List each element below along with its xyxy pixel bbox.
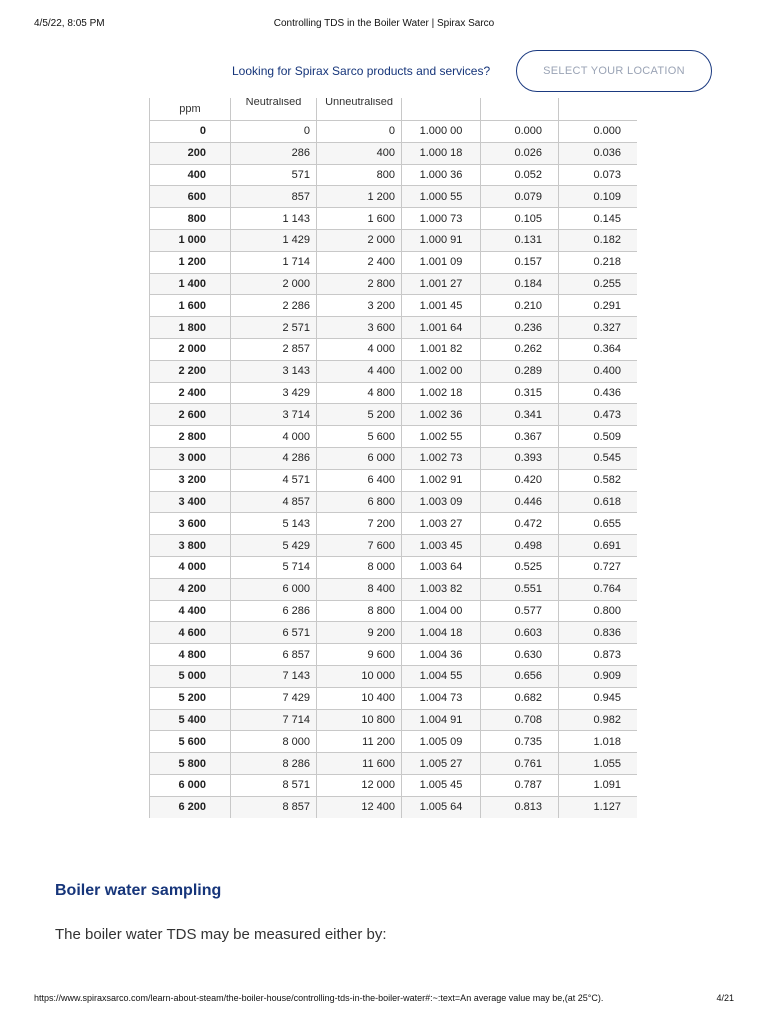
table-cell: 0.157 [481,251,559,273]
table-cell: 0.079 [481,186,559,208]
table-cell: 2 000 [231,273,317,295]
section-heading: Boiler water sampling [55,882,222,899]
table-row [150,426,638,448]
table-body [150,121,638,819]
table-cell: 0.000 [481,121,559,143]
table-cell: 7 714 [231,709,317,731]
table-cell: 0.813 [481,796,559,818]
table-cell: 4 200 [150,578,231,600]
table-cell: 11 200 [317,731,402,753]
table-cell: 10 400 [317,687,402,709]
table-header-row [150,98,638,121]
table-cell: 5 400 [150,709,231,731]
table-cell: 0.446 [481,491,559,513]
print-header [0,18,768,32]
table-cell: 2 857 [231,338,317,360]
table-cell: 800 [317,164,402,186]
table-cell: 0.727 [559,556,638,578]
table-cell: 0.036 [559,142,638,164]
section-text: The boiler water TDS may be measured either by: [55,926,387,943]
table-cell: 1.004 91 [402,709,481,731]
table-row [150,665,638,687]
table-cell: 2 400 [150,382,231,404]
print-footer [0,993,768,1007]
table-row [150,622,638,644]
table-cell: 3 200 [150,469,231,491]
table-cell: 0.691 [559,535,638,557]
table-row [150,382,638,404]
table-cell: 0.182 [559,229,638,251]
table-cell: 1.002 18 [402,382,481,404]
table-cell: 1.001 09 [402,251,481,273]
table-cell: 0.026 [481,142,559,164]
table-cell: 5 143 [231,513,317,535]
table-cell: 0 [317,121,402,143]
table-cell: 8 000 [317,556,402,578]
table-cell: 0 [150,121,231,143]
table-cell: 6 000 [150,774,231,796]
table-cell: 0.262 [481,338,559,360]
table-cell: 0.052 [481,164,559,186]
table-row [150,317,638,339]
table-cell: 1.004 36 [402,644,481,666]
table-row [150,338,638,360]
table-cell: 10 800 [317,709,402,731]
table-cell: 1.005 27 [402,753,481,775]
table-cell: 0.909 [559,665,638,687]
table-cell: 6 000 [317,447,402,469]
table-cell: 0.131 [481,229,559,251]
table-cell: 4 857 [231,491,317,513]
table-cell: 4 600 [150,622,231,644]
table-row [150,360,638,382]
table-cell: 2 200 [150,360,231,382]
table-cell: 1 800 [150,317,231,339]
table-cell: 0.655 [559,513,638,535]
table-cell: 800 [150,208,231,230]
table-row [150,164,638,186]
table-cell: 5 714 [231,556,317,578]
table-cell: 7 429 [231,687,317,709]
table-cell: 1 200 [317,186,402,208]
table-cell: 1.004 00 [402,600,481,622]
location-bar [0,48,768,96]
tds-table [149,98,637,818]
table-cell: 1.091 [559,774,638,796]
table-cell: 6 800 [317,491,402,513]
table-row [150,295,638,317]
table-cell: 0.945 [559,687,638,709]
table-cell: 1.000 00 [402,121,481,143]
table-cell: 1.001 82 [402,338,481,360]
table-cell: 4 400 [150,600,231,622]
table-row [150,600,638,622]
table-cell: 0.109 [559,186,638,208]
table-cell: 7 200 [317,513,402,535]
table-cell: 8 571 [231,774,317,796]
table-cell: 4 000 [150,556,231,578]
table-cell: 8 400 [317,578,402,600]
table-cell: 5 200 [317,404,402,426]
table-cell: 3 000 [150,447,231,469]
table-cell: 286 [231,142,317,164]
table-cell: 0.291 [559,295,638,317]
table-cell: 1.001 45 [402,295,481,317]
table-row [150,687,638,709]
table-row [150,229,638,251]
table-cell: 0.184 [481,273,559,295]
table-cell: 0.436 [559,382,638,404]
table-row [150,731,638,753]
table-cell: 0.367 [481,426,559,448]
header-col-6 [559,98,638,121]
table-cell: 4 571 [231,469,317,491]
table-cell: 1 600 [150,295,231,317]
print-page-number: 4/21 [716,993,734,1003]
table-cell: 1 600 [317,208,402,230]
table-cell: 0.682 [481,687,559,709]
table-row [150,208,638,230]
table-cell: 4 800 [317,382,402,404]
table-cell: 2 000 [317,229,402,251]
table-row [150,469,638,491]
table-cell: 0.210 [481,295,559,317]
table-cell: 0.836 [559,622,638,644]
table-row [150,535,638,557]
table-cell: 5 000 [150,665,231,687]
header-ppm: ppm [150,98,231,121]
table-cell: 0.761 [481,753,559,775]
table-cell: 400 [317,142,402,164]
table-cell: 1.005 45 [402,774,481,796]
table-cell: 0.327 [559,317,638,339]
table-row [150,273,638,295]
table-row [150,709,638,731]
print-datetime: 4/5/22, 8:05 PM [34,18,105,29]
table-cell: 4 400 [317,360,402,382]
header-neutralised: Neutralised [231,98,317,121]
table-cell: 0.473 [559,404,638,426]
table-cell: 1.004 73 [402,687,481,709]
table-cell: 600 [150,186,231,208]
table-cell: 11 600 [317,753,402,775]
table-cell: 0.105 [481,208,559,230]
table-cell: 1.055 [559,753,638,775]
table-cell: 5 200 [150,687,231,709]
table-cell: 1.003 64 [402,556,481,578]
table-cell: 0.420 [481,469,559,491]
table-cell: 1.005 64 [402,796,481,818]
table-cell: 0 [231,121,317,143]
table-cell: 0.787 [481,774,559,796]
table-cell: 2 800 [150,426,231,448]
table-cell: 0.315 [481,382,559,404]
table-cell: 1.001 64 [402,317,481,339]
table-cell: 8 286 [231,753,317,775]
table-row [150,251,638,273]
table-cell: 7 143 [231,665,317,687]
table-row [150,404,638,426]
table-cell: 3 143 [231,360,317,382]
table-cell: 0.873 [559,644,638,666]
table-cell: 1.002 91 [402,469,481,491]
table-cell: 1.000 36 [402,164,481,186]
table-cell: 2 286 [231,295,317,317]
table-cell: 5 600 [150,731,231,753]
table-cell: 3 400 [150,491,231,513]
table-cell: 571 [231,164,317,186]
table-row [150,142,638,164]
table-cell: 0.525 [481,556,559,578]
table-cell: 1.003 45 [402,535,481,557]
table-cell: 6 571 [231,622,317,644]
table-cell: 4 000 [231,426,317,448]
table-cell: 3 800 [150,535,231,557]
table-cell: 2 400 [317,251,402,273]
table-cell: 9 600 [317,644,402,666]
table-cell: 1.004 18 [402,622,481,644]
table-cell: 0.545 [559,447,638,469]
table-cell: 1.003 09 [402,491,481,513]
table-cell: 8 800 [317,600,402,622]
table-cell: 1 400 [150,273,231,295]
table-cell: 0.618 [559,491,638,513]
table-cell: 1 143 [231,208,317,230]
header-col-4 [402,98,481,121]
table-row [150,513,638,535]
table-cell: 0.255 [559,273,638,295]
table-cell: 0.735 [481,731,559,753]
header-col-5 [481,98,559,121]
table-cell: 5 429 [231,535,317,557]
table-cell: 0.236 [481,317,559,339]
table-cell: 0.393 [481,447,559,469]
table-cell: 1 429 [231,229,317,251]
table-cell: 0.603 [481,622,559,644]
table-cell: 0.341 [481,404,559,426]
table-cell: 0.073 [559,164,638,186]
table-cell: 2 800 [317,273,402,295]
table-cell: 6 000 [231,578,317,600]
print-page-title: Controlling TDS in the Boiler Water | Spirax Sarco [273,18,495,29]
table-cell: 6 200 [150,796,231,818]
table-cell: 12 000 [317,774,402,796]
table-cell: 12 400 [317,796,402,818]
table-cell: 857 [231,186,317,208]
table-cell: 1.003 82 [402,578,481,600]
table-row [150,753,638,775]
table-cell: 3 600 [317,317,402,339]
table-cell: 9 200 [317,622,402,644]
table-cell: 1.003 27 [402,513,481,535]
table-row [150,491,638,513]
table-cell: 1.000 91 [402,229,481,251]
table-row [150,186,638,208]
table-cell: 0.582 [559,469,638,491]
table-cell: 1 000 [150,229,231,251]
table-row [150,447,638,469]
table-cell: 4 800 [150,644,231,666]
header-unneutralised: Unneutralised [317,98,402,121]
table-cell: 0.982 [559,709,638,731]
table-cell: 0.800 [559,600,638,622]
table-cell: 0.656 [481,665,559,687]
table-cell: 1.000 55 [402,186,481,208]
table-cell: 2 000 [150,338,231,360]
table-cell: 1.002 55 [402,426,481,448]
table-cell: 1 714 [231,251,317,273]
table-cell: 1 200 [150,251,231,273]
table-cell: 0.218 [559,251,638,273]
table-cell: 0.630 [481,644,559,666]
table-cell: 0.498 [481,535,559,557]
table-cell: 1.005 09 [402,731,481,753]
table-cell: 0.000 [559,121,638,143]
table-cell: 2 571 [231,317,317,339]
table-row [150,121,638,143]
table-cell: 1.127 [559,796,638,818]
table-cell: 5 800 [150,753,231,775]
table-cell: 0.472 [481,513,559,535]
table-cell: 5 600 [317,426,402,448]
table-cell: 8 857 [231,796,317,818]
table-cell: 3 714 [231,404,317,426]
table-row [150,644,638,666]
table-cell: 3 600 [150,513,231,535]
table-row [150,578,638,600]
table-cell: 1.004 55 [402,665,481,687]
table-cell: 6 857 [231,644,317,666]
table-cell: 4 000 [317,338,402,360]
table-cell: 400 [150,164,231,186]
table-cell: 0.400 [559,360,638,382]
table-cell: 0.509 [559,426,638,448]
table-cell: 0.289 [481,360,559,382]
table-cell: 0.708 [481,709,559,731]
table-row [150,796,638,818]
table-cell: 1.000 73 [402,208,481,230]
table-cell: 0.364 [559,338,638,360]
table-cell: 1.018 [559,731,638,753]
table-cell: 0.764 [559,578,638,600]
table-cell: 200 [150,142,231,164]
table-cell: 3 429 [231,382,317,404]
table-row [150,556,638,578]
table-cell: 1.002 73 [402,447,481,469]
table-row [150,774,638,796]
table-cell: 1.001 27 [402,273,481,295]
location-prompt: Looking for Spirax Sarco products and services? [232,64,491,78]
table-cell: 6 286 [231,600,317,622]
table-cell: 1.000 18 [402,142,481,164]
table-cell: 8 000 [231,731,317,753]
table-cell: 2 600 [150,404,231,426]
table-cell: 10 000 [317,665,402,687]
print-url: https://www.spiraxsarco.com/learn-about-steam/the-boiler-house/controlling-tds-in-the-boiler-water#:~:text=An average value may be,(at 25°C). [34,993,604,1003]
table-cell: 3 200 [317,295,402,317]
table-cell: 0.577 [481,600,559,622]
table-cell: 1.002 36 [402,404,481,426]
table-cell: 0.145 [559,208,638,230]
table-cell: 4 286 [231,447,317,469]
table-cell: 0.551 [481,578,559,600]
select-location-button[interactable]: SELECT YOUR LOCATION [516,50,712,92]
tds-table-container [149,98,637,818]
table-cell: 6 400 [317,469,402,491]
table-cell: 7 600 [317,535,402,557]
table-cell: 1.002 00 [402,360,481,382]
